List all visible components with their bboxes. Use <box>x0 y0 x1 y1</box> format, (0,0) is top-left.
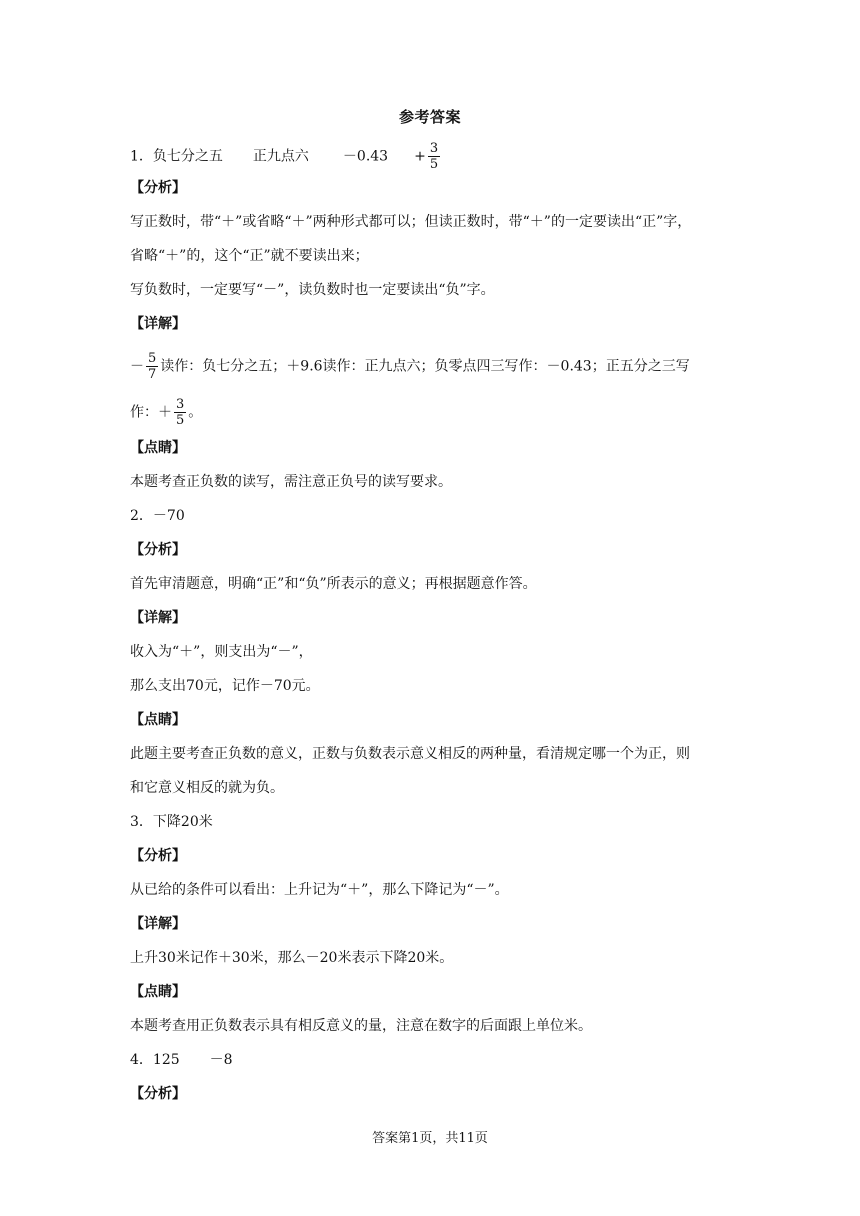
q1-detail-label: 【详解】 <box>130 316 186 332</box>
q4-answer-line <box>130 1050 233 1070</box>
q2-detail-text: 那么支出70元，记作－70元。 <box>130 678 320 694</box>
q1-analysis-text: 写负数时，一定要写“－”，读负数时也一定要读出“负”字。 <box>130 282 495 298</box>
q1-answer-d-sign: + <box>414 148 426 165</box>
q2-detail-text: 收入为“＋”，则支出为“－”， <box>130 644 313 660</box>
q1-detail-fraction: $\frac{3}{5}$ <box>176 397 185 428</box>
q3-detail-text: 上升30米记作＋30米，那么－20米表示下降20米。 <box>130 950 454 966</box>
q2-answer-line: 2．－70 <box>130 508 185 524</box>
q2-analysis-text: 首先审清题意，明确“正”和“负”所表示的意义；再根据题意作答。 <box>130 576 537 592</box>
q2-comment-text: 此题主要考查正负数的意义，正数与负数表示意义相反的两种量，看清规定哪一个为正，则 <box>130 746 690 762</box>
page-footer: 答案第1页，共11页 <box>372 1131 488 1146</box>
q1-answer-a: 1．负七分之五 <box>130 148 223 165</box>
q3-comment-label: 【点睛】 <box>130 984 186 1000</box>
q2-comment-text: 和它意义相反的就为负。 <box>130 780 284 796</box>
q2-comment-label: 【点睛】 <box>130 712 186 728</box>
q3-detail-label: 【详解】 <box>130 916 186 932</box>
q1-detail-line: － $\frac{5}{7}$ 读作：负七分之五；＋9.6读作：正九点六；负零点四三写作：－0.43；正五分之三写 <box>130 351 690 382</box>
q3-analysis-label: 【分析】 <box>130 848 186 864</box>
q1-answer-c: －0.43 <box>342 148 389 165</box>
q1-comment-label: 【点睛】 <box>130 440 186 456</box>
q3-analysis-text: 从已给的条件可以看出：上升记为“＋”，那么下降记为“－”。 <box>130 882 509 898</box>
q4-analysis-label: 【分析】 <box>130 1086 186 1102</box>
q1-analysis-text: 写正数时，带“＋”或省略“＋”两种形式都可以；但读正数时，带“＋”的一定要读出“正”字， <box>130 214 692 230</box>
q3-comment-text: 本题考查用正负数表示具有相反意义的量，注意在数字的后面跟上单位米。 <box>130 1018 592 1034</box>
q1-analysis-text: 省略“＋”的，这个“正”就不要读出来； <box>130 248 369 264</box>
q1-comment-text: 本题考查正负数的读写，需注意正负号的读写要求。 <box>130 474 452 490</box>
q1-answer-b: 正九点六 <box>252 148 309 165</box>
q1-detail-fraction: $\frac{5}{7}$ <box>148 351 157 382</box>
q1-answer-line <box>130 141 442 172</box>
q2-analysis-label: 【分析】 <box>130 542 186 558</box>
q1-detail-line: 作：＋ $\frac{3}{5}$ 。 <box>130 397 203 428</box>
q3-answer-line: 3．下降20米 <box>130 814 213 830</box>
page-title: 参考答案 <box>398 108 461 126</box>
q2-detail-label: 【详解】 <box>130 610 186 626</box>
q4-answer-b: －8 <box>209 1052 233 1068</box>
q1-analysis-label: 【分析】 <box>130 180 186 196</box>
q1-answer-d-fraction: $\frac{3}{5}$ <box>429 141 439 172</box>
q4-answer-a: 4．125 <box>130 1052 180 1068</box>
